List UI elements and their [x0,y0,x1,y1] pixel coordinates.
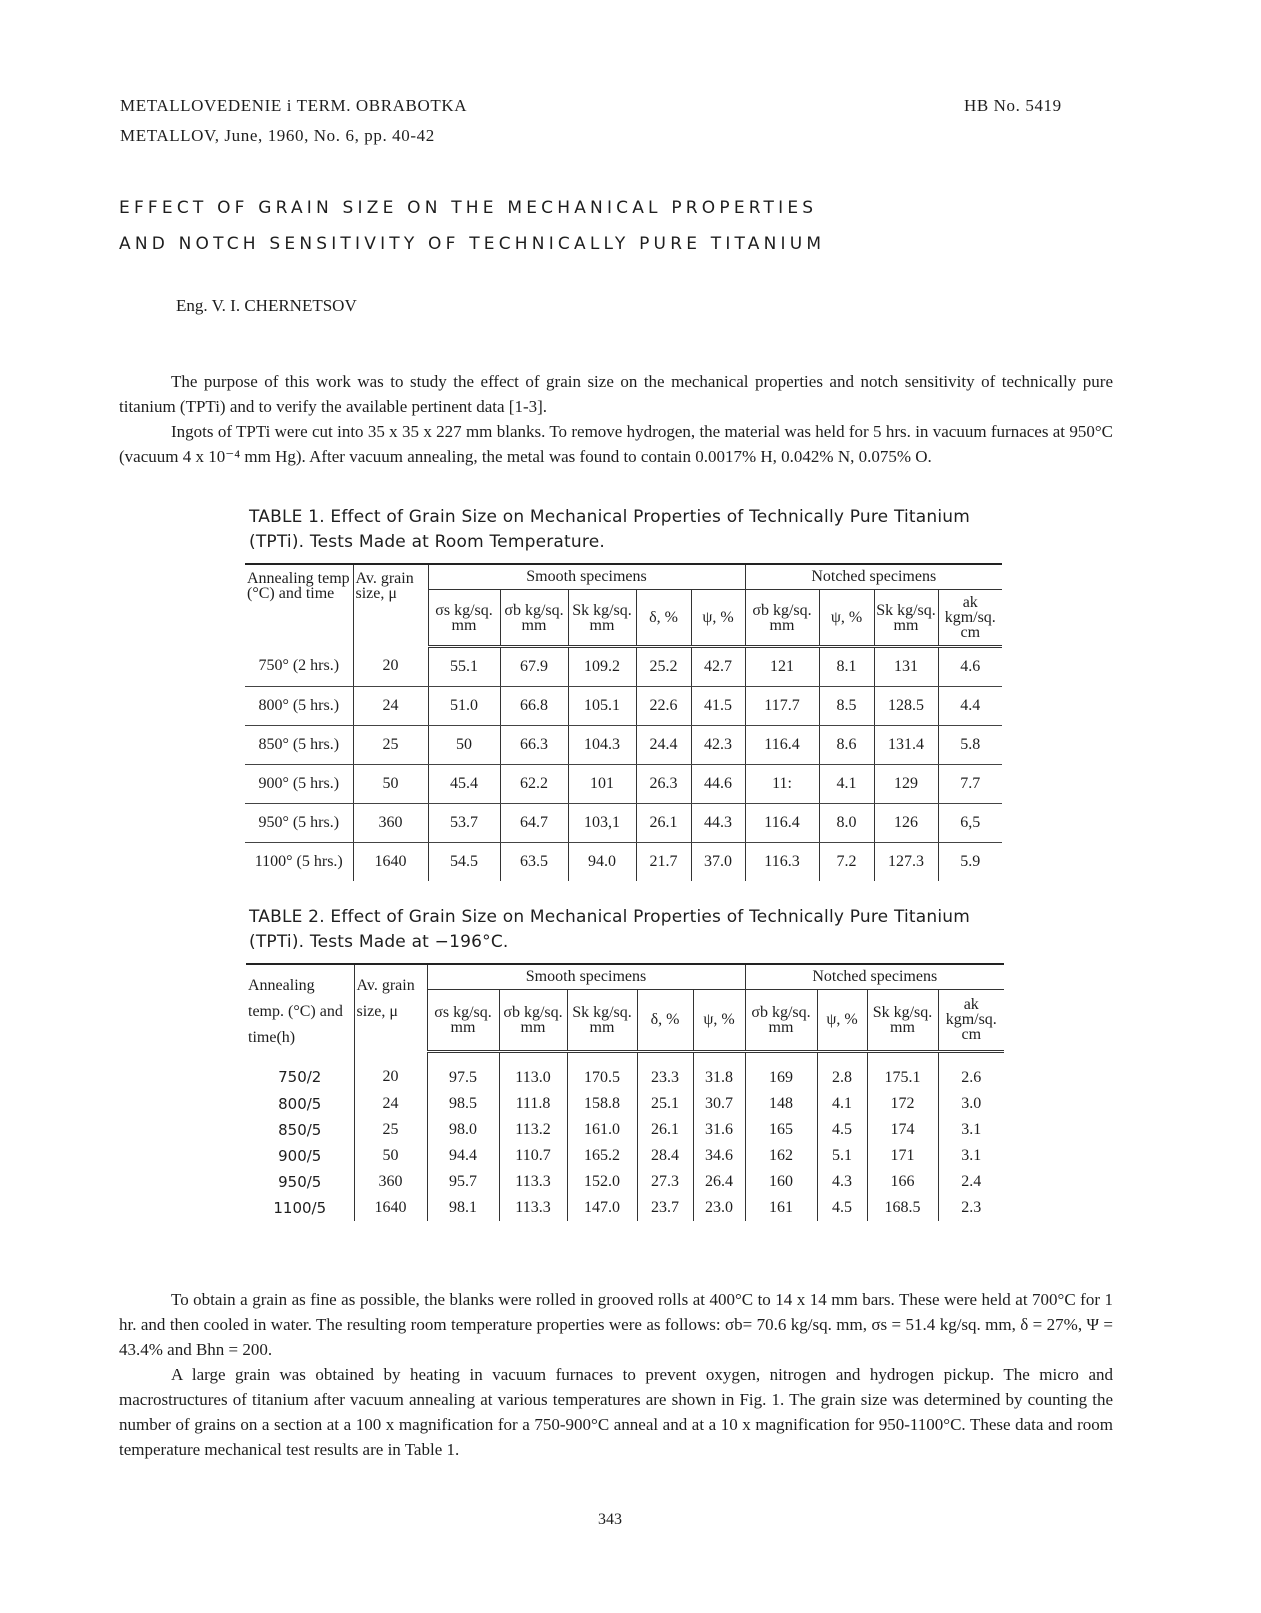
table-cell: 113.3 [499,1169,567,1195]
row-label: 950/5 [246,1169,354,1195]
author: Eng. V. I. CHERNETSOV [176,296,357,315]
table-cell: 360 [353,804,428,843]
row-label: 900/5 [246,1143,354,1169]
table-cell: 25 [354,1117,427,1143]
table-cell: 161.0 [567,1117,637,1143]
table-row [245,726,1002,765]
table1-head-grain: Av. grain size, μ [353,564,428,647]
table2-head-anneal: Annealing temp. (°C) and time(h) [246,964,354,1051]
row-label: 900° (5 hrs.) [245,765,353,804]
table-cell: 7.2 [819,843,874,882]
table-cell: 117.7 [745,687,819,726]
table-cell: 23.7 [637,1195,693,1221]
body-text [119,1287,1113,1462]
table-cell: 110.7 [499,1143,567,1169]
table-cell: 21.7 [636,843,691,882]
table-cell: 170.5 [567,1051,637,1091]
table-cell: 24.4 [636,726,691,765]
table-cell: 127.3 [874,843,938,882]
table-cell: 169 [745,1051,817,1091]
table-cell: 42.7 [691,647,745,687]
table2-col-delta: δ, % [637,990,693,1051]
table2-col-sb: σb kg/sq. mm [499,990,567,1051]
table-cell: 152.0 [567,1169,637,1195]
table-cell: 55.1 [428,647,500,687]
table-cell: 20 [354,1051,427,1091]
table-cell: 165.2 [567,1143,637,1169]
table-cell: 174 [867,1117,938,1143]
reference-number: HB No. 5419 [964,96,1062,115]
table-cell: 30.7 [693,1091,745,1117]
table-cell: 105.1 [568,687,636,726]
table-cell: 42.3 [691,726,745,765]
table-cell: 31.6 [693,1117,745,1143]
table-cell: 8.1 [819,647,874,687]
table-cell: 121 [745,647,819,687]
table-cell: 104.3 [568,726,636,765]
table-cell: 98.0 [427,1117,499,1143]
table-row [246,1195,1004,1221]
table-cell: 4.5 [817,1117,867,1143]
table-cell: 2.6 [961,1068,982,1086]
table-cell: 5.8 [938,726,1002,765]
journal-issue: METALLOV, June, 1960, No. 6, pp. 40-42 [120,126,435,145]
table-cell: 175.1 [867,1051,938,1091]
table-cell: 1640 [353,843,428,882]
table-cell: 1640 [354,1195,427,1221]
table1-group-smooth: Smooth specimens [428,564,745,590]
title-line-1: EFFECT OF GRAIN SIZE ON THE MECHANICAL PROPERTIES [119,198,818,218]
table-cell: 6,5 [938,804,1002,843]
table-cell: 116.4 [745,726,819,765]
table-cell: 37.0 [691,843,745,882]
table-cell: 111.8 [499,1091,567,1117]
row-label: 1100° (5 hrs.) [245,843,353,882]
row-label: 800° (5 hrs.) [245,687,353,726]
table-cell: 113.0 [499,1051,567,1091]
table-row [245,687,1002,726]
table1-head-anneal: Annealing temp (°C) and time [245,564,353,647]
table-cell: 67.9 [500,647,568,687]
table-cell: 5.1 [817,1143,867,1169]
table2 [246,963,1004,1221]
table2-caption: TABLE 2. Effect of Grain Size on Mechanical Properties of Technically Pure Titanium (TPTi). Tests Made at −196°C. [249,907,971,952]
table2-col-notched-sb: σb kg/sq. mm [745,990,817,1051]
table-cell: 148 [745,1091,817,1117]
table-row [245,765,1002,804]
table-row [246,1143,1004,1169]
table2-col-ss: σs kg/sq. mm [427,990,499,1051]
table1-col-notched-sk: Sk kg/sq. mm [874,590,938,647]
table-cell: 26.1 [637,1117,693,1143]
paragraph-2: Ingots of TPTi were cut into 35 x 35 x 227 mm blanks. To remove hydrogen, the material was held for 5 hrs. in vacuum furnaces at 950°C (vacuum 4 x 10⁻⁴ mm Hg). After vacuum annealing, the metal was found to contain 0.0017% H, 0.042% N, 0.075% O. [119,422,1113,466]
table-cell: 128.5 [874,687,938,726]
table-cell: 116.4 [745,804,819,843]
table-cell: 24 [353,687,428,726]
paragraph-3: To obtain a grain as fine as possible, the blanks were rolled in grooved rolls at 400°C to 14 x 14 mm bars. These were held at 700°C for 1 hr. and then cooled in water. The resulting room temperature properties were as follows: σb= 70.6 kg/sq. mm, σs = 51.4 kg/sq. mm, δ = 27%, Ψ = 43.4% and Bhn = 200. [119,1290,1113,1359]
table-cell: 98.5 [427,1091,499,1117]
table-cell: 4.5 [817,1195,867,1221]
table-cell: 131.4 [874,726,938,765]
table-cell: 131 [874,647,938,687]
table-row [245,804,1002,843]
table-cell: 5.9 [960,853,981,870]
table-cell: 11: [745,765,819,804]
table1-caption: TABLE 1. Effect of Grain Size on Mechanical Properties of Technically Pure Titanium (TPTi). Tests Made at Room Temperature. [249,507,971,552]
table1-group-notched: Notched specimens [745,564,1002,590]
intro-text [119,369,1113,469]
table-row [245,843,1002,882]
table-cell: 54.5 [428,843,500,882]
table-cell: 8.0 [819,804,874,843]
table-cell: 113.3 [499,1195,567,1221]
table-cell: 26.1 [636,804,691,843]
table-cell: 3.0 [961,1094,982,1112]
table2-group-smooth: Smooth specimens [427,964,745,990]
row-label: 950° (5 hrs.) [245,804,353,843]
row-label: 850/5 [246,1117,354,1143]
table2-head-grain: Av. grain size, μ [354,964,427,1051]
paragraph-1: The purpose of this work was to study the effect of grain size on the mechanical properties and notch sensitivity of technically pure titanium (TPTi) and to verify the available pertinent data [1-3]. [119,372,1113,416]
table-cell: 171 [867,1143,938,1169]
table1 [245,563,1002,881]
table-cell: 94.0 [568,843,636,882]
table2-group-notched: Notched specimens [745,964,1004,990]
table-cell: 168.5 [867,1195,938,1221]
table-cell: 94.4 [427,1143,499,1169]
table-cell: 161 [745,1195,817,1221]
row-label: 800/5 [246,1091,354,1117]
table1-col-psi: ψ, % [691,590,745,647]
table-cell: 4.4 [938,687,1002,726]
table1-col-delta: δ, % [636,590,691,647]
table-cell: 50 [428,726,500,765]
table-cell: 4.3 [817,1169,867,1195]
table1-col-sk: Sk kg/sq. mm [568,590,636,647]
table-cell: 7.7 [938,765,1002,804]
table-cell: 109.2 [568,647,636,687]
paragraph-4: A large grain was obtained by heating in vacuum furnaces to prevent oxygen, nitrogen and hydrogen pickup. The micro and macrostructures of titanium after vacuum annealing at various temperatures are shown in Fig. 1. The grain size was determined by counting the number of grains on a section at a 100 x magnification for a 750-900°C anneal and at a 10 x magnification for 950-1100°C. These data and room temperature mechanical test results are in Table 1. [119,1365,1113,1459]
table-cell: 23.3 [637,1051,693,1091]
table2-col-psi: ψ, % [693,990,745,1051]
row-label: 750° (2 hrs.) [245,647,353,687]
table-cell: 4.1 [817,1091,867,1117]
table2-col-notched-sk: Sk kg/sq. mm [867,990,938,1051]
journal-name: METALLOVEDENIE i TERM. OBRABOTKA [120,96,468,115]
table2-col-sk: Sk kg/sq. mm [567,990,637,1051]
table-cell: 25.2 [636,647,691,687]
table-cell: 25 [353,726,428,765]
table-cell: 34.6 [693,1143,745,1169]
table1-col-ak: ak kgm/sq. cm [938,590,1002,647]
table-cell: 44.6 [691,765,745,804]
table-cell: 25.1 [637,1091,693,1117]
table-cell: 95.7 [427,1169,499,1195]
table-cell: 101 [568,765,636,804]
table-cell: 26.4 [693,1169,745,1195]
table-cell: 22.6 [636,687,691,726]
table-cell: 23.0 [693,1195,745,1221]
table2-col-ak: ak kgm/sq. cm [938,990,1004,1051]
row-label: 850° (5 hrs.) [245,726,353,765]
table-cell: 103,1 [568,804,636,843]
table-cell: 166 [867,1169,938,1195]
table-cell: 26.3 [636,765,691,804]
table-cell: 116.3 [745,843,819,882]
table2-col-notched-psi: ψ, % [817,990,867,1051]
table-cell: 31.8 [693,1051,745,1091]
table1-col-ss: σs kg/sq. mm [428,590,500,647]
table-cell: 2.3 [961,1198,982,1216]
table-cell: 20 [353,647,428,687]
table-cell: 51.0 [428,687,500,726]
table-cell: 44.3 [691,804,745,843]
table1-col-sb: σb kg/sq. mm [500,590,568,647]
table-cell: 158.8 [567,1091,637,1117]
row-label: 750/2 [246,1051,354,1091]
page-number: 343 [598,1511,622,1528]
table1-col-notched-psi: ψ, % [819,590,874,647]
table-cell: 129 [874,765,938,804]
table-cell: 126 [874,804,938,843]
table-cell: 24 [354,1091,427,1117]
table-row [246,1091,1004,1117]
table-cell: 113.2 [499,1117,567,1143]
table-cell: 8.6 [819,726,874,765]
table-cell: 160 [745,1169,817,1195]
table-row [246,1169,1004,1195]
table-cell: 147.0 [567,1195,637,1221]
table-cell: 162 [745,1143,817,1169]
table-cell: 27.3 [637,1169,693,1195]
table-cell: 50 [354,1143,427,1169]
table-row [246,1117,1004,1143]
table-cell: 64.7 [500,804,568,843]
table1-col-notched-sb: σb kg/sq. mm [745,590,819,647]
table-cell: 2.4 [961,1172,982,1190]
table-cell: 360 [354,1169,427,1195]
table-cell: 3.1 [961,1146,982,1164]
table-cell: 2.8 [817,1051,867,1091]
table-cell: 50 [353,765,428,804]
table-cell: 45.4 [428,765,500,804]
table-cell: 3.1 [961,1120,982,1138]
table-cell: 62.2 [500,765,568,804]
table-cell: 66.8 [500,687,568,726]
table-row [245,647,1002,687]
table-cell: 66.3 [500,726,568,765]
table-row [246,1051,1004,1091]
table-cell: 97.5 [427,1051,499,1091]
table-cell: 53.7 [428,804,500,843]
table-cell: 4.6 [938,647,1002,687]
table-cell: 8.5 [819,687,874,726]
row-label: 1100/5 [246,1195,354,1221]
table-cell: 28.4 [637,1143,693,1169]
table-cell: 63.5 [500,843,568,882]
title-line-2: AND NOTCH SENSITIVITY OF TECHNICALLY PURE TITANIUM [119,234,826,254]
table-cell: 172 [867,1091,938,1117]
table-cell: 165 [745,1117,817,1143]
table-cell: 41.5 [691,687,745,726]
table-cell: 4.1 [819,765,874,804]
table-cell: 98.1 [427,1195,499,1221]
